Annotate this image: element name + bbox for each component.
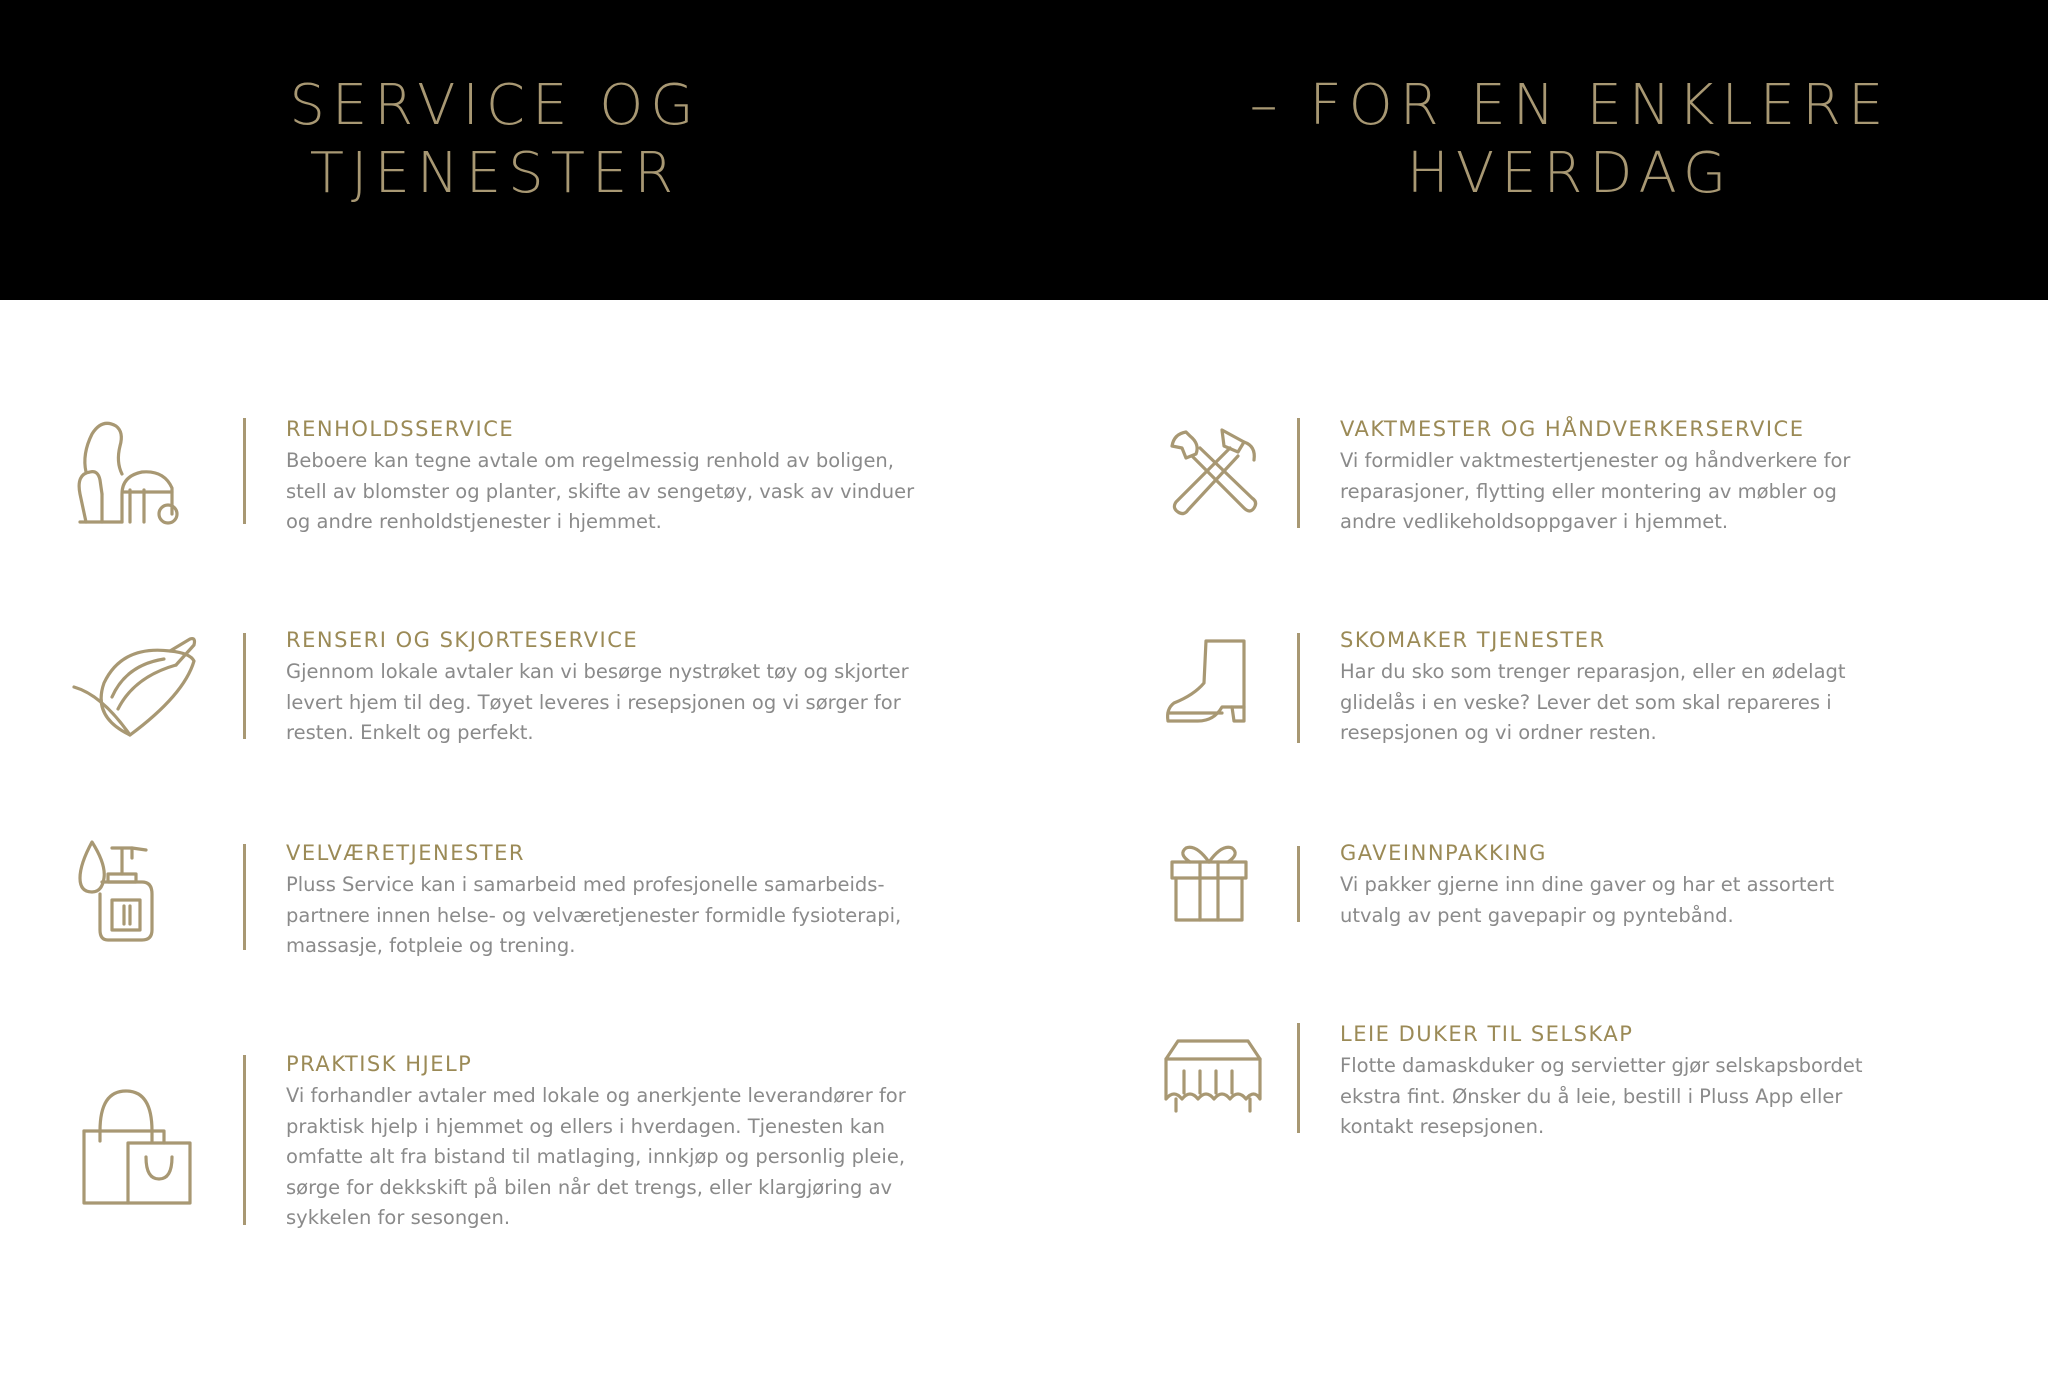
service-description bbox=[286, 446, 926, 538]
service-description bbox=[286, 657, 926, 749]
service-text bbox=[1340, 627, 2040, 749]
service-line: Vi forhandler avtaler med lokale og anerkjente leverandører for bbox=[286, 1084, 906, 1107]
service-title: PRAKTISK HJELP bbox=[286, 1052, 473, 1076]
lotion-bottle-icon bbox=[72, 838, 172, 943]
service-line: utvalg av pent gavepapir og pyntebånd. bbox=[1340, 903, 1734, 927]
service-line: og andre renholdstjenester i hjemmet. bbox=[286, 510, 662, 533]
service-line: omfatte alt fra bistand til matlaging, innkjøp og personlig pleie, bbox=[286, 1145, 906, 1168]
gift-icon bbox=[1170, 842, 1250, 922]
service-line: reparasjoner, flytting eller montering av møbler og bbox=[1340, 479, 1837, 503]
service-line: sørge for dekkskift på bilen når det trengs, eller klargjøring av bbox=[286, 1175, 893, 1199]
header-title-left bbox=[270, 72, 720, 208]
service-line: Vi formidler vaktmestertjenester og håndverkere for bbox=[1340, 449, 1851, 472]
service-line: Beboere kan tegne avtale om regelmessig renhold av boligen, bbox=[286, 449, 894, 472]
service-description bbox=[1340, 446, 2040, 538]
service-title: VAKTMESTER OG HÅNDVERKERSERVICE bbox=[1340, 417, 1805, 441]
divider bbox=[1297, 1023, 1300, 1133]
tablecloth-icon bbox=[1164, 1037, 1264, 1117]
service-description bbox=[1340, 870, 2040, 931]
divider bbox=[1297, 846, 1300, 922]
header-title-right bbox=[1230, 72, 1910, 208]
service-line: resten. Enkelt og perfekt. bbox=[286, 721, 534, 744]
service-text bbox=[1340, 840, 2040, 931]
tools-icon bbox=[1166, 424, 1261, 519]
vacuum-cleaner-icon bbox=[72, 414, 182, 529]
service-line: sykkelen for sesongen. bbox=[286, 1206, 511, 1229]
service-text bbox=[1340, 1021, 2040, 1143]
header-title-left-line-1: SERVICE OG bbox=[289, 73, 701, 138]
header-title-left-line-2: TJENESTER bbox=[309, 141, 681, 206]
service-line: partnere innen helse- og velværetjenester formidle fysioterapi, bbox=[286, 903, 902, 927]
service-line: glidelås i en veske? Lever det som skal repareres i bbox=[1340, 690, 1832, 714]
divider bbox=[1297, 418, 1300, 528]
service-description bbox=[1340, 657, 2040, 749]
shopping-bags-icon bbox=[72, 1085, 192, 1210]
service-title: RENHOLDSSERVICE bbox=[286, 417, 515, 441]
header-banner bbox=[0, 0, 2048, 300]
service-text bbox=[286, 627, 926, 749]
service-line: Pluss Service kan i samarbeid med profesjonelle samarbeids- bbox=[286, 873, 885, 896]
service-line: ekstra fint. Ønsker du å leie, bestill i Pluss App eller bbox=[1340, 1084, 1843, 1108]
service-line: stell av blomster og planter, skifte av sengetøy, vask av vinduer bbox=[286, 479, 915, 503]
service-line: praktisk hjelp i hjemmet og ellers i hverdagen. Tjenesten kan bbox=[286, 1114, 885, 1138]
header-title-right-line-2: HVERDAG bbox=[1406, 141, 1734, 206]
divider bbox=[243, 844, 246, 950]
service-title: SKOMAKER TJENESTER bbox=[1340, 628, 1606, 652]
iron-icon bbox=[72, 625, 202, 735]
service-description bbox=[286, 870, 926, 962]
service-text bbox=[286, 1051, 926, 1234]
service-description bbox=[1340, 1051, 2040, 1143]
service-line: Flotte damaskduker og servietter gjør selskapsbordet bbox=[1340, 1054, 1863, 1077]
service-title: RENSERI OG SKJORTESERVICE bbox=[286, 628, 639, 652]
service-line: Har du sko som trenger reparasjon, eller en ødelagt bbox=[1340, 660, 1846, 683]
divider bbox=[243, 1055, 246, 1225]
service-title: GAVEINNPAKKING bbox=[1340, 841, 1547, 865]
service-line: levert hjem til deg. Tøyet leveres i resepsjonen og vi sørger for bbox=[286, 690, 901, 714]
service-title: LEIE DUKER TIL SELSKAP bbox=[1340, 1022, 1634, 1046]
service-text bbox=[1340, 416, 2040, 538]
service-description bbox=[286, 1081, 926, 1234]
divider bbox=[1297, 633, 1300, 743]
divider bbox=[243, 633, 246, 739]
boot-icon bbox=[1164, 637, 1254, 727]
service-line: massasje, fotpleie og trening. bbox=[286, 934, 576, 957]
header-title-right-line-1: – FOR EN ENKLERE bbox=[1249, 73, 1891, 138]
service-title: VELVÆRETJENESTER bbox=[286, 841, 525, 865]
service-line: resepsjonen og vi ordner resten. bbox=[1340, 721, 1657, 744]
service-text bbox=[286, 416, 926, 538]
service-line: kontakt resepsjonen. bbox=[1340, 1115, 1545, 1138]
service-line: Vi pakker gjerne inn dine gaver og har et assortert bbox=[1340, 873, 1835, 896]
divider bbox=[243, 418, 246, 524]
service-line: Gjennom lokale avtaler kan vi besørge nystrøket tøy og skjorter bbox=[286, 660, 909, 683]
service-line: andre vedlikeholdsoppgaver i hjemmet. bbox=[1340, 510, 1729, 533]
service-text bbox=[286, 840, 926, 962]
